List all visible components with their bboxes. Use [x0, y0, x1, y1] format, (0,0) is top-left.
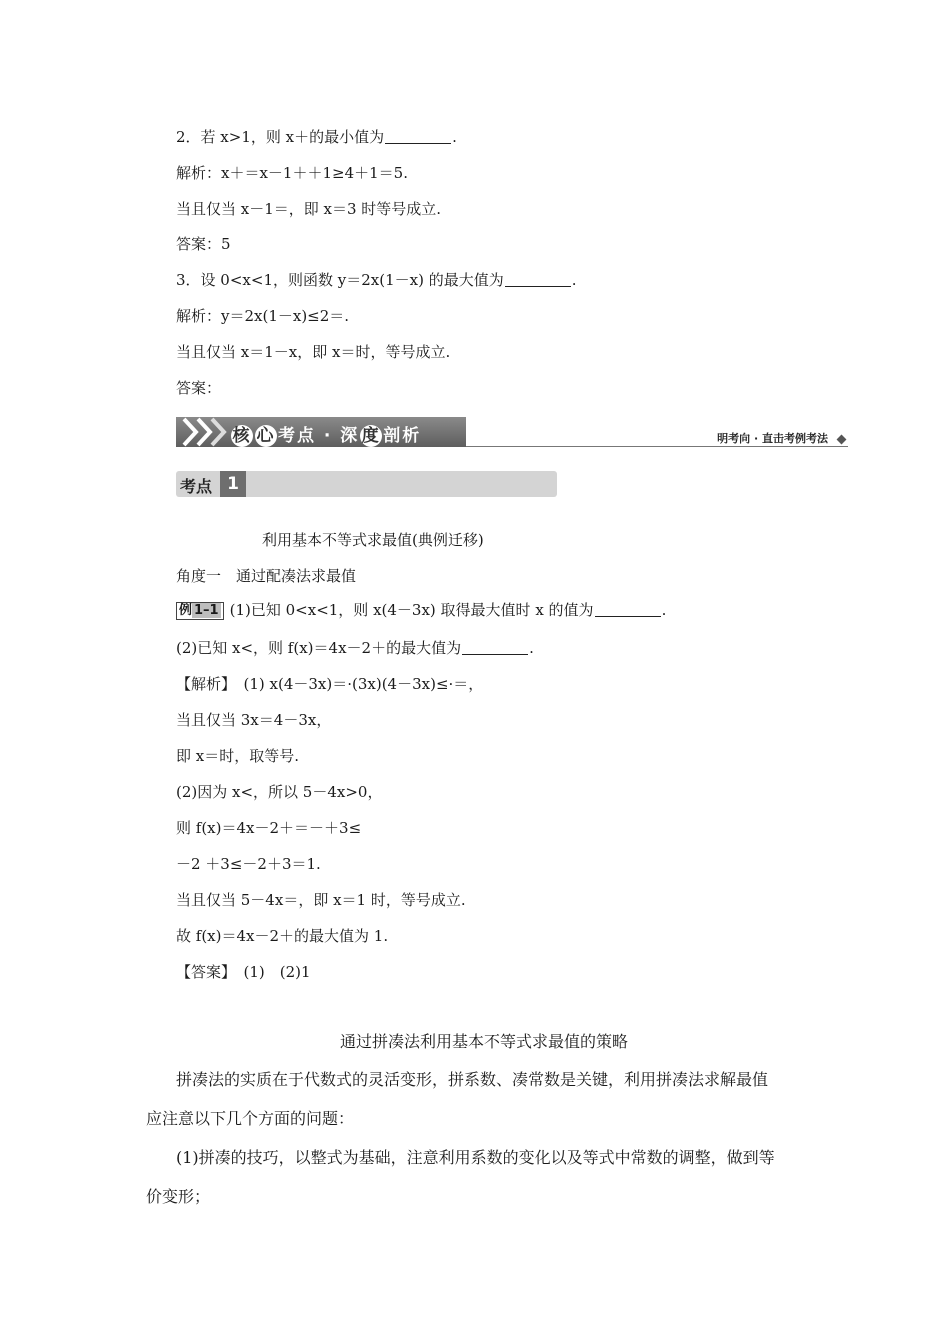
banner-underline: [466, 446, 848, 447]
exercise-3-solution: 解析：y＝2x(1－x)≤2＝.: [176, 307, 350, 325]
answer-line: 【答案】 (1) (2)1: [176, 963, 311, 981]
banner-subtitle: 明考向 · 直击考例考法: [717, 432, 828, 445]
example-badge: 例 1–1: [176, 602, 224, 620]
solution-line: 则 f(x)＝4x－2＋＝－＋3≤: [176, 819, 362, 837]
angle-title: 角度一 通过配凑法求最值: [176, 567, 357, 585]
solution-line: 即 x＝时，取等号.: [176, 747, 299, 765]
strategy-paragraph-2-cont: 价变形；: [146, 1187, 211, 1206]
section-title: 利用基本不等式求最值(典例迁移): [262, 531, 484, 549]
exercise-2-solution: 解析：x＋＝x－1＋＋1≥4＋1＝5.: [176, 164, 408, 182]
exercise-2-condition: 当且仅当 x－1＝，即 x＝3 时等号成立.: [176, 200, 442, 218]
kaodian-label: 考点: [180, 477, 213, 496]
kaodian-number: 1: [220, 471, 246, 497]
solution-line: 故 f(x)＝4x－2＋的最大值为 1.: [176, 927, 389, 945]
strategy-title: 通过拼凑法利用基本不等式求最值的策略: [340, 1032, 629, 1051]
exercise-3-answer: 答案：: [176, 379, 222, 397]
strategy-paragraph-1-cont: 应注意以下几个方面的问题：: [146, 1109, 355, 1128]
solution-line: 当且仅当 5－4x＝，即 x＝1 时，等号成立.: [176, 891, 466, 909]
banner-title: 核 心 考点 · 深 度 剖析: [232, 426, 422, 446]
exercise-3-question: 3．设 0<x<1，则函数 y＝2x(1－x) 的最大值为 .: [176, 271, 577, 289]
exercise-2-answer: 答案：5: [176, 235, 231, 253]
exercise-2-question: 2．若 x>1，则 x＋的最小值为 .: [176, 128, 457, 146]
section-banner: [176, 413, 848, 453]
strategy-paragraph-1: 拼凑法的实质在于代数式的灵活变形，拼系数、凑常数是关键，利用拼凑法求解最值: [176, 1070, 769, 1089]
exercise-3-condition: 当且仅当 x＝1－x，即 x＝时，等号成立.: [176, 343, 451, 361]
example-question-2: (2)已知 x<，则 f(x)＝4x－2＋的最大值为 .: [176, 639, 534, 657]
answer-blank: [595, 602, 661, 617]
solution-line: 当且仅当 3x＝4－3x，: [176, 711, 332, 729]
chevron-arrows-icon: [180, 417, 228, 447]
strategy-paragraph-2: (1)拼凑的技巧，以整式为基础，注意利用系数的变化以及等式中常数的调整，做到等: [176, 1148, 775, 1167]
answer-blank: [505, 272, 571, 287]
solution-line: 【解析】 (1) x(4－3x)＝·(3x)(4－3x)≤·＝，: [176, 675, 484, 693]
kaodian-bar: [176, 471, 557, 497]
solution-line: －2 ＋3≤－2＋3＝1.: [176, 855, 321, 873]
example-question-1: 例 1–1 (1)已知 0<x<1，则 x(4－3x) 取得最大值时 x 的值为 .: [176, 600, 666, 620]
answer-blank: [462, 640, 528, 655]
diamond-icon: [837, 435, 847, 445]
solution-line: (2)因为 x<，所以 5－4x>0，: [176, 783, 383, 801]
answer-blank: [385, 129, 451, 144]
